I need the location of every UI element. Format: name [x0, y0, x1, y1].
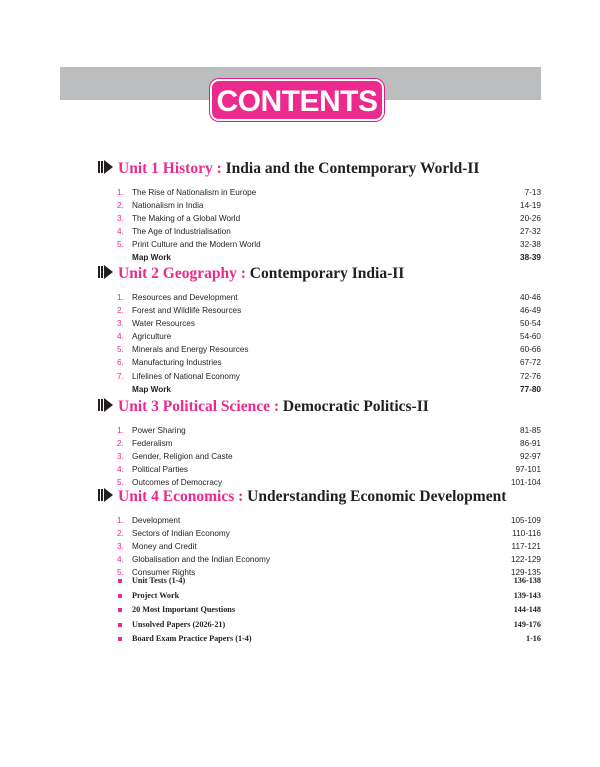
extra-title: 20 Most Important Questions: [132, 605, 236, 614]
square-bullet-icon: [118, 637, 122, 641]
page-range: 86-91: [520, 439, 541, 449]
page-range: 20-26: [520, 214, 541, 224]
page-range: 136-138: [513, 576, 541, 585]
page-range: 7-13: [524, 188, 541, 197]
page-range: 105-109: [510, 516, 541, 525]
extra-title: Board Exam Practice Papers (1-4): [132, 634, 252, 643]
chapter-title: Sectors of Indian Economy: [132, 529, 230, 539]
page-range: 27-32: [520, 227, 541, 237]
chapter-title: Map Work: [132, 253, 171, 263]
chapter-title: Consumer Rights: [132, 568, 196, 578]
toc-row: [98, 251, 543, 264]
page-range: 67-72: [520, 358, 541, 368]
page-range: 129-135: [510, 568, 541, 578]
toc-row: [98, 199, 543, 212]
unit-section: [98, 487, 543, 579]
chapter-title: Lifelines of National Economy: [132, 371, 240, 381]
toc-row: [98, 330, 543, 343]
toc-row: [98, 383, 543, 396]
chapter-title: Water Resources: [132, 319, 195, 329]
arrow-bullet-icon: [98, 488, 118, 507]
unit-section: [98, 159, 543, 265]
chapter-number: 2.: [117, 201, 124, 211]
chapter-number: 1.: [117, 426, 124, 435]
toc-row: [98, 291, 543, 304]
page-range: 50-54: [520, 319, 541, 329]
page-range: 32-38: [520, 240, 541, 250]
chapter-number: 1.: [117, 516, 124, 525]
unit-section: [98, 397, 543, 489]
toc-row: [98, 343, 543, 356]
toc-row: [98, 238, 543, 251]
square-bullet-icon: [118, 608, 122, 612]
page-title: CONTENTS: [210, 79, 384, 121]
chapter-title: The Age of Industrialisation: [132, 227, 231, 237]
chapter-number: 6.: [117, 358, 124, 368]
page-range: 81-85: [520, 426, 541, 435]
chapter-number: 5.: [117, 478, 124, 488]
arrow-bullet-icon: [98, 160, 118, 179]
chapter-number: 2.: [117, 439, 124, 449]
chapter-title: Power Sharing: [132, 426, 186, 435]
page-range: 72-76: [520, 371, 541, 381]
page-range: 60-66: [520, 345, 541, 355]
unit-title: Contemporary India-II: [249, 265, 405, 282]
unit-label: Unit 4 Economics :: [118, 488, 248, 505]
toc-row: [98, 450, 543, 463]
toc-row: [98, 463, 543, 476]
toc-row: [98, 356, 543, 369]
extra-row: [98, 589, 543, 604]
chapter-number: 3.: [117, 452, 124, 462]
unit-heading: [98, 397, 543, 417]
chapter-title: Federalism: [132, 439, 173, 449]
page-range: 122-129: [510, 555, 541, 565]
toc-row: [98, 424, 543, 437]
chapter-number: 4.: [117, 465, 124, 475]
extra-row: [98, 632, 543, 647]
page-range: 77-80: [520, 384, 541, 394]
toc-row: [98, 304, 543, 317]
chapter-number: 5.: [117, 345, 124, 355]
extra-row: [98, 603, 543, 618]
page-range: 92-97: [520, 452, 541, 462]
page-range: 144-148: [513, 605, 541, 614]
toc-row: [98, 225, 543, 238]
chapter-number: 3.: [117, 542, 124, 552]
unit-heading: [98, 159, 543, 179]
toc-row: [98, 553, 543, 566]
unit-heading: [98, 264, 543, 284]
square-bullet-icon: [118, 623, 122, 627]
chapter-title: Development: [132, 516, 181, 525]
chapter-number: 5.: [117, 568, 124, 578]
chapter-number: 3.: [117, 214, 124, 224]
chapter-title: Minerals and Energy Resources: [132, 345, 249, 355]
chapter-title: The Making of a Global World: [132, 214, 241, 224]
page-range: 139-143: [513, 590, 541, 600]
chapter-title: Manufacturing Industries: [132, 358, 222, 368]
chapter-number: 4.: [117, 332, 124, 342]
square-bullet-icon: [118, 579, 122, 583]
extra-title: Project Work: [132, 590, 180, 600]
chapter-number: 5.: [117, 240, 124, 250]
chapter-title: Globalisation and the Indian Economy: [132, 555, 270, 565]
chapter-title: Agriculture: [132, 332, 172, 342]
toc-row: [98, 514, 543, 527]
page-range: 38-39: [520, 253, 541, 263]
unit-label: Unit 1 History :: [118, 160, 226, 177]
chapter-number: 3.: [117, 319, 124, 329]
arrow-bullet-icon: [98, 398, 118, 417]
page-range: 1-16: [525, 634, 541, 643]
extra-title: Unsolved Papers (2026-21): [132, 619, 226, 629]
unit-section: [98, 264, 543, 396]
toc-row: [98, 370, 543, 383]
chapter-title: The Rise of Nationalism in Europe: [132, 188, 257, 197]
chapter-title: Gender, Religion and Caste: [132, 452, 233, 462]
arrow-bullet-icon: [98, 265, 118, 284]
chapter-number: 2.: [117, 529, 124, 539]
page-range: 40-46: [520, 293, 541, 302]
toc-row: [98, 186, 543, 199]
extra-title: Unit Tests (1-4): [132, 576, 186, 585]
toc-row: [98, 317, 543, 330]
page-range: 46-49: [520, 306, 541, 316]
page-range: 14-19: [520, 201, 541, 211]
page-range: 54-60: [520, 332, 541, 342]
toc-row: [98, 527, 543, 540]
chapter-number: 7.: [117, 371, 124, 381]
unit-label: Unit 2 Geography :: [118, 265, 250, 282]
page-range: 97-101: [515, 465, 541, 475]
chapter-title: Political Parties: [132, 465, 188, 475]
page-range: 117-121: [511, 542, 541, 552]
chapter-title: Map Work: [132, 384, 171, 394]
toc-row: [98, 212, 543, 225]
chapter-title: Money and Credit: [132, 542, 197, 552]
chapter-title: Nationalism in India: [132, 201, 204, 211]
page-range: 101-104: [510, 478, 541, 488]
chapter-title: Print Culture and the Modern World: [132, 240, 261, 250]
extra-row: [98, 618, 543, 633]
toc-row: [98, 437, 543, 450]
chapter-number: 4.: [117, 555, 124, 565]
chapter-number: 1.: [117, 293, 124, 302]
page-range: 149-176: [513, 619, 541, 629]
toc-row: [98, 540, 543, 553]
page-range: 110-116: [512, 529, 541, 539]
unit-title: India and the Contemporary World-II: [225, 160, 480, 177]
extras-list: [98, 574, 543, 647]
chapter-number: 1.: [117, 188, 124, 197]
chapter-number: 4.: [117, 227, 124, 237]
square-bullet-icon: [118, 594, 122, 598]
unit-label: Unit 3 Political Science :: [118, 398, 283, 415]
chapter-number: 2.: [117, 306, 124, 316]
unit-heading: [98, 487, 543, 507]
chapter-title: Outcomes of Democracy: [132, 478, 223, 488]
unit-title: Understanding Economic Development: [247, 488, 507, 505]
chapter-title: Resources and Development: [132, 293, 238, 302]
unit-title: Democratic Politics-II: [282, 398, 429, 415]
chapter-title: Forest and Wildlife Resources: [132, 306, 242, 316]
extra-row: [98, 574, 543, 589]
